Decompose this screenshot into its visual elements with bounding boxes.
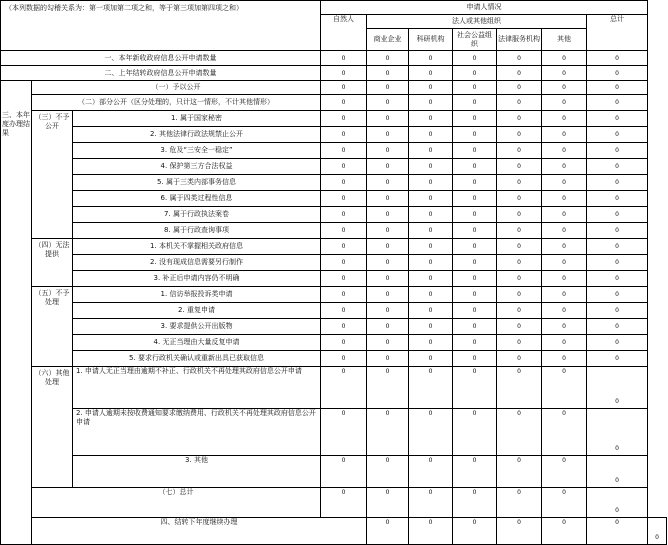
cell: 0 xyxy=(409,367,453,409)
cell: 0 xyxy=(587,239,648,255)
cell: 0 xyxy=(497,488,542,518)
group-3-label: （三）不予公开 xyxy=(32,111,73,239)
cell: 0 xyxy=(321,81,367,95)
table-row xyxy=(1,303,667,319)
cell: 0 xyxy=(453,351,497,367)
cell: 0 xyxy=(367,159,409,175)
cell: 0 xyxy=(542,143,587,159)
row-label: （二）部分公开（区分处理的，只计这一情形，不计其他情形） xyxy=(32,95,321,111)
cell: 0 xyxy=(587,207,648,223)
cell: 0 xyxy=(497,409,542,456)
table-row xyxy=(1,255,667,271)
cell: 0 xyxy=(453,303,497,319)
row-label: 2. 重复申请 xyxy=(73,303,321,319)
cell: 0 xyxy=(542,303,587,319)
cell: 0 xyxy=(587,456,648,488)
cell: 0 xyxy=(587,367,648,409)
cell: 0 xyxy=(497,319,542,335)
total-header: 总计 xyxy=(587,15,648,51)
cell: 0 xyxy=(587,66,648,81)
cell: 0 xyxy=(321,95,367,111)
row-label: （七）总计 xyxy=(32,488,321,518)
cell: 0 xyxy=(497,287,542,303)
cell: 0 xyxy=(367,223,409,239)
cell: 0 xyxy=(409,303,453,319)
cell: 0 xyxy=(542,335,587,351)
group-5-label: （五）不予处理 xyxy=(32,287,73,367)
cell: 0 xyxy=(587,81,648,95)
cell: 0 xyxy=(587,175,648,191)
cell: 0 xyxy=(367,191,409,207)
cell: 0 xyxy=(321,255,367,271)
cell: 0 xyxy=(367,518,409,545)
cell: 0 xyxy=(321,143,367,159)
cell: 0 xyxy=(497,111,542,127)
table-row xyxy=(1,127,667,143)
cell: 0 xyxy=(453,81,497,95)
row-label: 四、结转下年度继续办理 xyxy=(32,518,367,545)
cell: 0 xyxy=(409,95,453,111)
cell: 0 xyxy=(321,456,367,488)
cell: 0 xyxy=(587,287,648,303)
cell: 0 xyxy=(542,488,587,518)
cell: 0 xyxy=(587,143,648,159)
cell: 0 xyxy=(409,335,453,351)
table-row xyxy=(1,143,667,159)
cell: 0 xyxy=(453,456,497,488)
cell: 0 xyxy=(453,95,497,111)
cell: 0 xyxy=(409,287,453,303)
cell: 0 xyxy=(542,191,587,207)
cell: 0 xyxy=(453,319,497,335)
cell: 0 xyxy=(542,175,587,191)
cell: 0 xyxy=(542,319,587,335)
row-label: 二、上年结转政府信息公开申请数量 xyxy=(1,66,321,81)
cell: 0 xyxy=(587,335,648,351)
cell: 0 xyxy=(409,223,453,239)
cell: 0 xyxy=(542,287,587,303)
cell: 0 xyxy=(409,111,453,127)
sub-header: 社会公益组织 xyxy=(453,29,497,51)
row-label: 2. 申请人逾期未按收费通知要求缴纳费用、行政机关不再处理其政府信息公开申请 xyxy=(73,409,321,456)
cell: 0 xyxy=(542,351,587,367)
cell: 0 xyxy=(497,66,542,81)
cell: 0 xyxy=(453,488,497,518)
cell: 0 xyxy=(409,191,453,207)
table-row xyxy=(1,456,667,488)
cell: 0 xyxy=(453,66,497,81)
cell: 0 xyxy=(453,159,497,175)
cell: 0 xyxy=(542,159,587,175)
table-row xyxy=(1,239,667,255)
cell: 0 xyxy=(542,51,587,66)
table-row xyxy=(1,319,667,335)
cell: 0 xyxy=(367,127,409,143)
cell: 0 xyxy=(587,95,648,111)
cell: 0 xyxy=(453,255,497,271)
cell: 0 xyxy=(587,351,648,367)
table-row xyxy=(1,271,667,287)
table-row xyxy=(1,95,667,111)
cell: 0 xyxy=(497,191,542,207)
cell: 0 xyxy=(587,127,648,143)
cell: 0 xyxy=(409,456,453,488)
cell: 0 xyxy=(367,81,409,95)
cell: 0 xyxy=(453,127,497,143)
cell: 0 xyxy=(497,143,542,159)
cell: 0 xyxy=(453,367,497,409)
cell: 0 xyxy=(367,255,409,271)
table-row xyxy=(1,488,667,518)
row-label: 3. 其他 xyxy=(73,456,321,488)
cell: 0 xyxy=(587,409,648,456)
cell: 0 xyxy=(409,239,453,255)
cell: 0 xyxy=(367,351,409,367)
cell: 0 xyxy=(497,303,542,319)
cell: 0 xyxy=(542,223,587,239)
cell: 0 xyxy=(321,271,367,287)
cell: 0 xyxy=(367,175,409,191)
cell: 0 xyxy=(497,239,542,255)
section-3-label: 三、本年度办理结果 xyxy=(1,81,32,545)
cell: 0 xyxy=(321,409,367,456)
sub-header: 法律服务机构 xyxy=(497,29,542,51)
cell: 0 xyxy=(497,271,542,287)
group-6-label: （六）其他处理 xyxy=(32,367,73,488)
cell: 0 xyxy=(497,127,542,143)
cell: 0 xyxy=(409,175,453,191)
table-row xyxy=(1,207,667,223)
cell: 0 xyxy=(542,409,587,456)
cell: 0 xyxy=(367,335,409,351)
table-row xyxy=(1,223,667,239)
group-4-label: （四）无法提供 xyxy=(32,239,73,287)
cell: 0 xyxy=(453,51,497,66)
cell: 0 xyxy=(587,51,648,66)
cell: 0 xyxy=(587,111,648,127)
cell: 0 xyxy=(542,95,587,111)
cell: 0 xyxy=(409,51,453,66)
cell: 0 xyxy=(587,271,648,287)
table-note: （本列数据的勾稽关系为：第一项加第二项之和，等于第三项加第四项之和） xyxy=(1,1,321,51)
row-label: 一、本年新收政府信息公开申请数量 xyxy=(1,51,321,66)
cell: 0 xyxy=(409,255,453,271)
table-row xyxy=(1,51,667,66)
cell: 0 xyxy=(321,319,367,335)
row-label: 3. 危及“三安全一稳定” xyxy=(73,143,321,159)
cell: 0 xyxy=(409,81,453,95)
cell: 0 xyxy=(321,335,367,351)
cell: 0 xyxy=(497,81,542,95)
cell: 0 xyxy=(497,518,542,545)
row-label: 1. 本机关不掌握相关政府信息 xyxy=(73,239,321,255)
row-label: 5. 属于三类内部事务信息 xyxy=(73,175,321,191)
cell: 0 xyxy=(321,239,367,255)
cell: 0 xyxy=(321,351,367,367)
row-label: 3. 要求提供公开出版物 xyxy=(73,319,321,335)
cell: 0 xyxy=(587,319,648,335)
cell: 0 xyxy=(321,367,367,409)
row-label: 1. 申请人无正当理由逾期不补正、行政机关不再处理其政府信息公开申请 xyxy=(73,367,321,409)
row-label: 1. 信访举报投诉类申请 xyxy=(73,287,321,303)
cell: 0 xyxy=(409,409,453,456)
applicant-header: 申请人情况 xyxy=(321,1,648,15)
cell: 0 xyxy=(587,223,648,239)
cell: 0 xyxy=(453,287,497,303)
cell: 0 xyxy=(321,66,367,81)
row-label: 7. 属于行政执法案卷 xyxy=(73,207,321,223)
row-label: 8. 属于行政查询事项 xyxy=(73,223,321,239)
natural-person-header: 自然人 xyxy=(321,15,367,51)
cell: 0 xyxy=(367,111,409,127)
cell: 0 xyxy=(409,143,453,159)
cell: 0 xyxy=(542,255,587,271)
cell: 0 xyxy=(453,271,497,287)
cell: 0 xyxy=(367,409,409,456)
cell: 0 xyxy=(367,319,409,335)
cell: 0 xyxy=(409,271,453,287)
legal-entity-header: 法人或其他组织 xyxy=(367,15,587,29)
cell: 0 xyxy=(542,81,587,95)
cell: 0 xyxy=(409,319,453,335)
cell: 0 xyxy=(542,456,587,488)
cell: 0 xyxy=(587,191,648,207)
table-row xyxy=(1,335,667,351)
row-label: 5. 要求行政机关确认或重新出具已获取信息 xyxy=(73,351,321,367)
cell: 0 xyxy=(453,223,497,239)
cell: 0 xyxy=(321,303,367,319)
table-row xyxy=(1,175,667,191)
cell: 0 xyxy=(542,518,587,545)
cell: 0 xyxy=(542,111,587,127)
cell: 0 xyxy=(587,488,648,518)
row-label: 4. 无正当理由大量反复申请 xyxy=(73,335,321,351)
cell: 0 xyxy=(587,255,648,271)
cell: 0 xyxy=(321,207,367,223)
cell: 0 xyxy=(453,175,497,191)
cell: 0 xyxy=(367,51,409,66)
table-row xyxy=(1,191,667,207)
table-row xyxy=(1,367,667,409)
cell: 0 xyxy=(497,456,542,488)
cell: 0 xyxy=(409,488,453,518)
cell: 0 xyxy=(367,287,409,303)
table-row xyxy=(1,518,667,545)
row-label: （一）予以公开 xyxy=(32,81,321,95)
cell: 0 xyxy=(367,239,409,255)
sub-header: 其他 xyxy=(542,29,587,51)
cell: 0 xyxy=(367,456,409,488)
table-row xyxy=(1,111,667,127)
cell: 0 xyxy=(367,271,409,287)
cell: 0 xyxy=(367,95,409,111)
table-row xyxy=(1,351,667,367)
cell: 0 xyxy=(321,191,367,207)
cell: 0 xyxy=(409,66,453,81)
cell: 0 xyxy=(453,518,497,545)
row-label: 4. 保护第三方合法权益 xyxy=(73,159,321,175)
cell: 0 xyxy=(321,111,367,127)
cell: 0 xyxy=(497,255,542,271)
cell: 0 xyxy=(453,143,497,159)
sub-header: 商业企业 xyxy=(367,29,409,51)
cell: 0 xyxy=(542,66,587,81)
cell: 0 xyxy=(367,66,409,81)
cell: 0 xyxy=(367,143,409,159)
cell: 0 xyxy=(648,518,667,545)
cell: 0 xyxy=(321,175,367,191)
cell: 0 xyxy=(321,51,367,66)
table-row xyxy=(1,287,667,303)
cell: 0 xyxy=(409,351,453,367)
cell: 0 xyxy=(409,207,453,223)
cell: 0 xyxy=(587,303,648,319)
table-row xyxy=(1,159,667,175)
cell: 0 xyxy=(587,159,648,175)
cell: 0 xyxy=(453,191,497,207)
cell: 0 xyxy=(497,223,542,239)
cell: 0 xyxy=(542,127,587,143)
cell: 0 xyxy=(367,207,409,223)
cell: 0 xyxy=(542,271,587,287)
cell: 0 xyxy=(542,239,587,255)
cell: 0 xyxy=(497,159,542,175)
cell: 0 xyxy=(409,127,453,143)
cell: 0 xyxy=(497,367,542,409)
cell: 0 xyxy=(453,239,497,255)
row-label: 1. 属于国家秘密 xyxy=(73,111,321,127)
cell: 0 xyxy=(367,367,409,409)
cell: 0 xyxy=(321,223,367,239)
cell: 0 xyxy=(367,488,409,518)
cell: 0 xyxy=(321,127,367,143)
cell: 0 xyxy=(497,95,542,111)
cell: 0 xyxy=(542,367,587,409)
cell: 0 xyxy=(497,351,542,367)
cell: 0 xyxy=(453,409,497,456)
table-row xyxy=(1,409,667,456)
cell: 0 xyxy=(367,303,409,319)
sub-header: 科研机构 xyxy=(409,29,453,51)
cell: 0 xyxy=(497,335,542,351)
cell: 0 xyxy=(409,159,453,175)
cell: 0 xyxy=(497,175,542,191)
row-label: 6. 属于四类过程性信息 xyxy=(73,191,321,207)
cell: 0 xyxy=(409,518,453,545)
cell: 0 xyxy=(321,287,367,303)
cell: 0 xyxy=(453,207,497,223)
row-label: 2. 其他法律行政法规禁止公开 xyxy=(73,127,321,143)
table-row xyxy=(1,81,667,95)
cell: 0 xyxy=(497,207,542,223)
row-label: 3. 补正后申请内容仍不明确 xyxy=(73,271,321,287)
cell: 0 xyxy=(587,518,648,545)
table-row xyxy=(1,66,667,81)
row-label: 2. 没有现成信息需要另行制作 xyxy=(73,255,321,271)
cell: 0 xyxy=(497,51,542,66)
cell: 0 xyxy=(453,111,497,127)
cell: 0 xyxy=(321,159,367,175)
cell: 0 xyxy=(542,207,587,223)
cell: 0 xyxy=(321,488,367,518)
cell: 0 xyxy=(453,335,497,351)
